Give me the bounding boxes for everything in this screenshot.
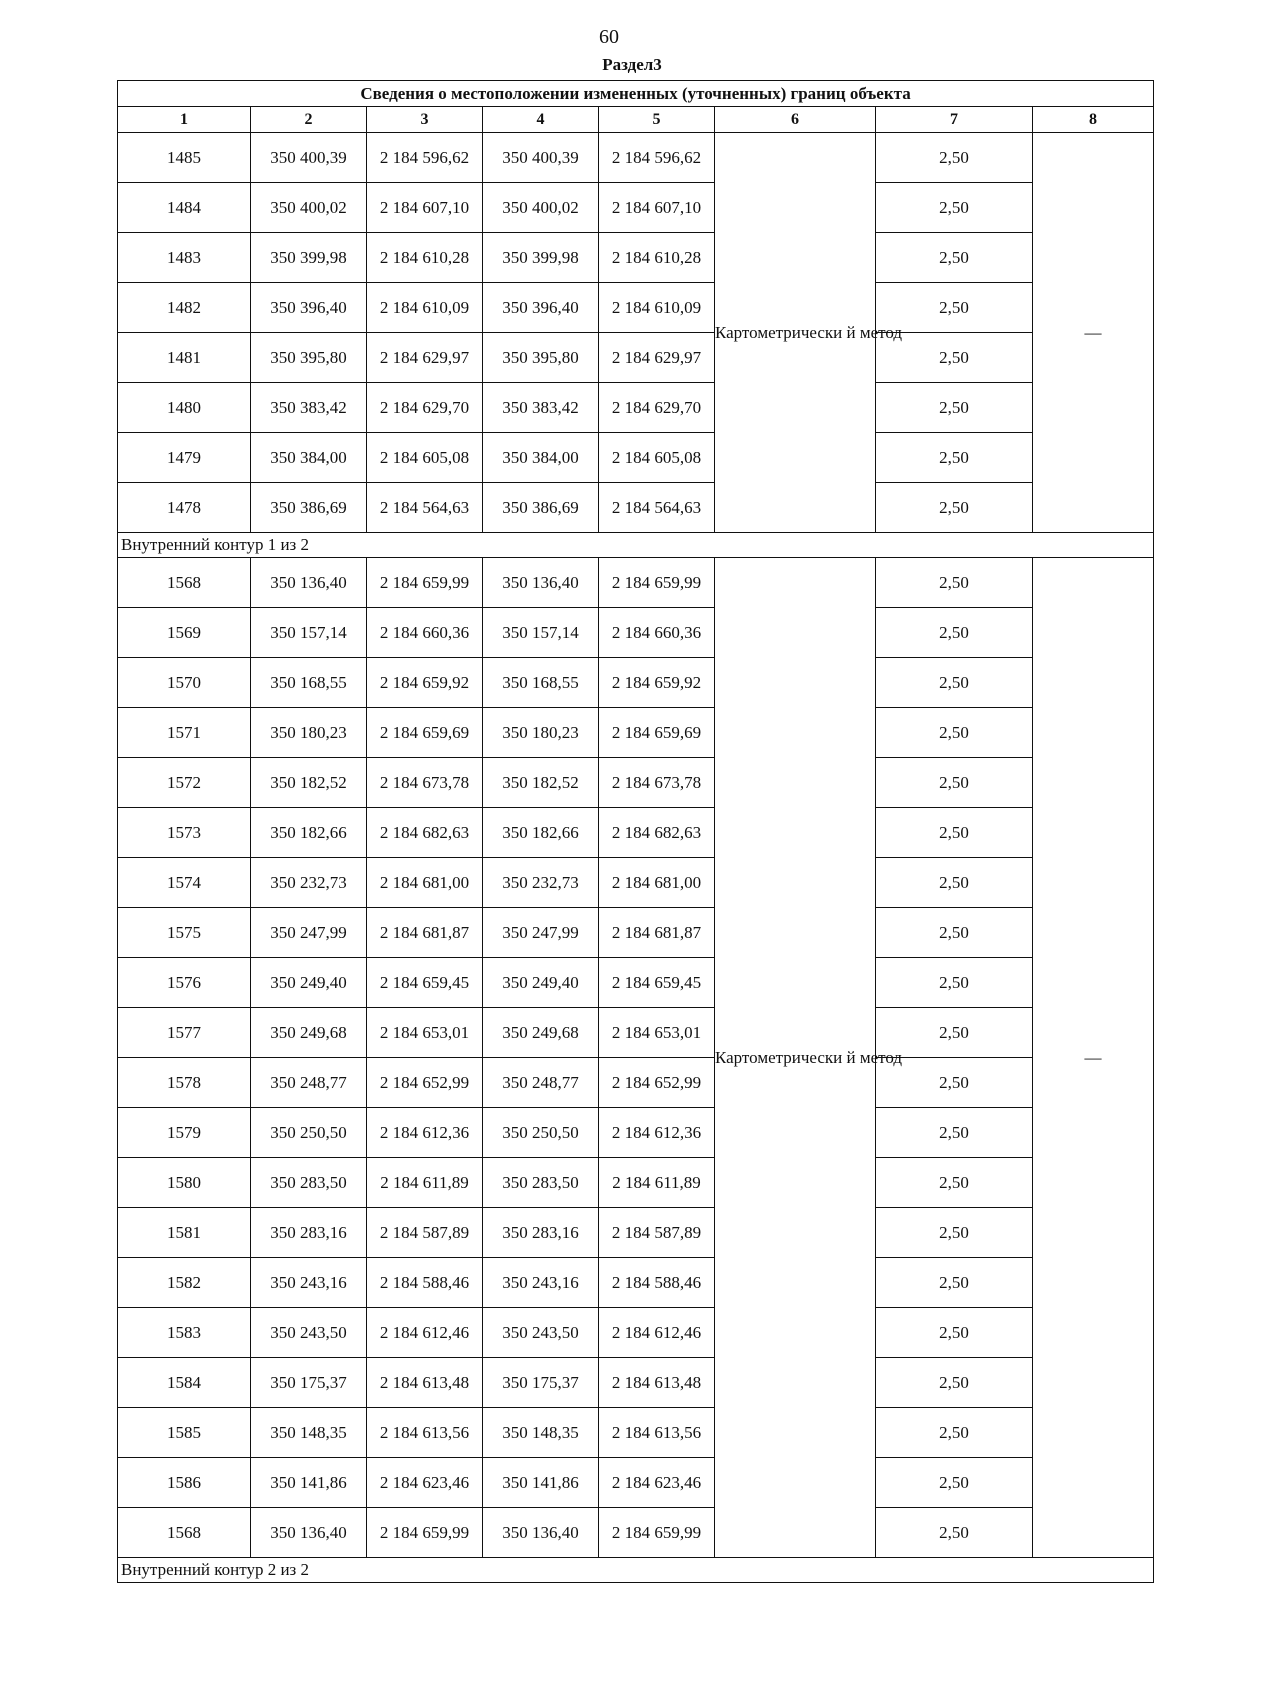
point-number-cell: 1577 [118,1008,251,1058]
column-header: 5 [599,107,715,133]
x-coordinate-cell: 350 399,98 [251,233,367,283]
point-number-cell: 1480 [118,383,251,433]
y-coordinate-new-cell: 2 184 682,63 [599,808,715,858]
x-coordinate-cell: 350 283,16 [251,1208,367,1258]
y-coordinate-cell: 2 184 682,63 [367,808,483,858]
accuracy-cell: 2,50 [876,1258,1033,1308]
accuracy-cell: 2,50 [876,1408,1033,1458]
table-row [118,1058,1154,1108]
x-coordinate-cell: 350 182,52 [251,758,367,808]
y-coordinate-cell: 2 184 659,69 [367,708,483,758]
x-coordinate-new-cell: 350 136,40 [483,1508,599,1558]
y-coordinate-cell: 2 184 613,48 [367,1358,483,1408]
x-coordinate-cell: 350 395,80 [251,333,367,383]
table-row [118,183,1154,233]
column-header: 8 [1033,107,1154,133]
x-coordinate-cell: 350 232,73 [251,858,367,908]
point-number-cell: 1579 [118,1108,251,1158]
x-coordinate-new-cell: 350 243,50 [483,1308,599,1358]
x-coordinate-new-cell: 350 182,52 [483,758,599,808]
x-coordinate-cell: 350 243,16 [251,1258,367,1308]
point-number-cell: 1578 [118,1058,251,1108]
table-row [118,1458,1154,1508]
accuracy-cell: 2,50 [876,758,1033,808]
y-coordinate-cell: 2 184 659,45 [367,958,483,1008]
y-coordinate-new-cell: 2 184 612,36 [599,1108,715,1158]
table-row [118,1008,1154,1058]
y-coordinate-cell: 2 184 623,46 [367,1458,483,1508]
point-number-cell: 1586 [118,1458,251,1508]
column-header: 7 [876,107,1033,133]
point-number-cell: 1584 [118,1358,251,1408]
y-coordinate-new-cell: 2 184 610,09 [599,283,715,333]
x-coordinate-cell: 350 249,68 [251,1008,367,1058]
accuracy-cell: 2,50 [876,1008,1033,1058]
x-coordinate-cell: 350 249,40 [251,958,367,1008]
table-row [118,133,1154,183]
table-row [118,708,1154,758]
x-coordinate-cell: 350 157,14 [251,608,367,658]
y-coordinate-cell: 2 184 673,78 [367,758,483,808]
table-row [118,1108,1154,1158]
x-coordinate-new-cell: 350 384,00 [483,433,599,483]
y-coordinate-cell: 2 184 612,46 [367,1308,483,1358]
accuracy-cell: 2,50 [876,283,1033,333]
x-coordinate-new-cell: 350 283,16 [483,1208,599,1258]
y-coordinate-cell: 2 184 613,56 [367,1408,483,1458]
point-number-cell: 1585 [118,1408,251,1458]
accuracy-cell: 2,50 [876,1458,1033,1508]
x-coordinate-cell: 350 386,69 [251,483,367,533]
y-coordinate-cell: 2 184 652,99 [367,1058,483,1108]
y-coordinate-new-cell: 2 184 564,63 [599,483,715,533]
x-coordinate-new-cell: 350 383,42 [483,383,599,433]
y-coordinate-new-cell: 2 184 653,01 [599,1008,715,1058]
y-coordinate-new-cell: 2 184 623,46 [599,1458,715,1508]
point-number-cell: 1478 [118,483,251,533]
x-coordinate-new-cell: 350 400,39 [483,133,599,183]
point-number-cell: 1484 [118,183,251,233]
y-coordinate-new-cell: 2 184 629,97 [599,333,715,383]
table-row [118,233,1154,283]
table-row [118,483,1154,533]
table-row [118,758,1154,808]
table-row [118,1208,1154,1258]
y-coordinate-new-cell: 2 184 607,10 [599,183,715,233]
section-title: Раздел3 [602,55,662,74]
x-coordinate-cell: 350 400,02 [251,183,367,233]
y-coordinate-cell: 2 184 612,36 [367,1108,483,1158]
y-coordinate-cell: 2 184 681,87 [367,908,483,958]
x-coordinate-new-cell: 350 148,35 [483,1408,599,1458]
x-coordinate-cell: 350 180,23 [251,708,367,758]
x-coordinate-cell: 350 396,40 [251,283,367,333]
x-coordinate-cell: 350 248,77 [251,1058,367,1108]
x-coordinate-cell: 350 283,50 [251,1158,367,1208]
y-coordinate-cell: 2 184 660,36 [367,608,483,658]
table-row [118,958,1154,1008]
point-number-cell: 1479 [118,433,251,483]
table-row [118,908,1154,958]
y-coordinate-cell: 2 184 681,00 [367,858,483,908]
accuracy-cell: 2,50 [876,1108,1033,1158]
x-coordinate-cell: 350 250,50 [251,1108,367,1158]
x-coordinate-new-cell: 350 243,16 [483,1258,599,1308]
y-coordinate-new-cell: 2 184 673,78 [599,758,715,808]
x-coordinate-new-cell: 350 399,98 [483,233,599,283]
x-coordinate-cell: 350 148,35 [251,1408,367,1458]
x-coordinate-new-cell: 350 249,68 [483,1008,599,1058]
table-row [118,558,1154,608]
y-coordinate-new-cell: 2 184 659,69 [599,708,715,758]
accuracy-cell: 2,50 [876,333,1033,383]
x-coordinate-new-cell: 350 182,66 [483,808,599,858]
x-coordinate-new-cell: 350 396,40 [483,283,599,333]
accuracy-cell: 2,50 [876,483,1033,533]
x-coordinate-new-cell: 350 250,50 [483,1108,599,1158]
table-row [118,1308,1154,1358]
column-header: 4 [483,107,599,133]
accuracy-cell: 2,50 [876,808,1033,858]
accuracy-cell: 2,50 [876,1208,1033,1258]
point-number-cell: 1583 [118,1308,251,1358]
remark-cell: — [1033,558,1154,1558]
accuracy-cell: 2,50 [876,1508,1033,1558]
table-row [118,433,1154,483]
y-coordinate-cell: 2 184 653,01 [367,1008,483,1058]
x-coordinate-new-cell: 350 248,77 [483,1058,599,1108]
accuracy-cell: 2,50 [876,908,1033,958]
column-header: 6 [715,107,876,133]
x-coordinate-cell: 350 136,40 [251,558,367,608]
y-coordinate-cell: 2 184 629,70 [367,383,483,433]
point-number-cell: 1569 [118,608,251,658]
y-coordinate-cell: 2 184 607,10 [367,183,483,233]
point-number-cell: 1575 [118,908,251,958]
table-row [118,1158,1154,1208]
accuracy-cell: 2,50 [876,958,1033,1008]
accuracy-cell: 2,50 [876,1358,1033,1408]
y-coordinate-cell: 2 184 610,28 [367,233,483,283]
y-coordinate-new-cell: 2 184 681,00 [599,858,715,908]
y-coordinate-cell: 2 184 610,09 [367,283,483,333]
x-coordinate-cell: 350 168,55 [251,658,367,708]
table-row [118,808,1154,858]
y-coordinate-new-cell: 2 184 659,45 [599,958,715,1008]
y-coordinate-new-cell: 2 184 612,46 [599,1308,715,1358]
y-coordinate-new-cell: 2 184 610,28 [599,233,715,283]
table-row [118,1358,1154,1408]
y-coordinate-new-cell: 2 184 605,08 [599,433,715,483]
x-coordinate-new-cell: 350 180,23 [483,708,599,758]
y-coordinate-cell: 2 184 659,99 [367,558,483,608]
table-row [118,333,1154,383]
y-coordinate-cell: 2 184 659,99 [367,1508,483,1558]
accuracy-cell: 2,50 [876,233,1033,283]
x-coordinate-cell: 350 383,42 [251,383,367,433]
x-coordinate-new-cell: 350 400,02 [483,183,599,233]
point-number-cell: 1581 [118,1208,251,1258]
accuracy-cell: 2,50 [876,558,1033,608]
accuracy-cell: 2,50 [876,858,1033,908]
x-coordinate-cell: 350 136,40 [251,1508,367,1558]
accuracy-cell: 2,50 [876,1158,1033,1208]
x-coordinate-new-cell: 350 141,86 [483,1458,599,1508]
table-row [118,1258,1154,1308]
column-header: 2 [251,107,367,133]
point-number-cell: 1582 [118,1258,251,1308]
column-header-row [118,107,1154,133]
point-number-cell: 1483 [118,233,251,283]
y-coordinate-new-cell: 2 184 659,92 [599,658,715,708]
point-number-cell: 1576 [118,958,251,1008]
table-row [118,658,1154,708]
y-coordinate-new-cell: 2 184 588,46 [599,1258,715,1308]
accuracy-cell: 2,50 [876,383,1033,433]
accuracy-cell: 2,50 [876,133,1033,183]
table-row [118,383,1154,433]
y-coordinate-new-cell: 2 184 613,48 [599,1358,715,1408]
x-coordinate-cell: 350 247,99 [251,908,367,958]
point-number-cell: 1580 [118,1158,251,1208]
point-number-cell: 1482 [118,283,251,333]
table-row [118,1408,1154,1458]
coordinates-table [117,80,1154,1583]
method-cell: Картометрически й метод [715,133,876,533]
y-coordinate-new-cell: 2 184 660,36 [599,608,715,658]
column-header: 1 [118,107,251,133]
x-coordinate-new-cell: 350 232,73 [483,858,599,908]
y-coordinate-cell: 2 184 629,97 [367,333,483,383]
x-coordinate-new-cell: 350 386,69 [483,483,599,533]
accuracy-cell: 2,50 [876,1058,1033,1108]
accuracy-cell: 2,50 [876,658,1033,708]
x-coordinate-cell: 350 141,86 [251,1458,367,1508]
y-coordinate-new-cell: 2 184 681,87 [599,908,715,958]
column-header: 3 [367,107,483,133]
y-coordinate-new-cell: 2 184 596,62 [599,133,715,183]
y-coordinate-new-cell: 2 184 659,99 [599,1508,715,1558]
point-number-cell: 1568 [118,1508,251,1558]
y-coordinate-new-cell: 2 184 659,99 [599,558,715,608]
x-coordinate-new-cell: 350 283,50 [483,1158,599,1208]
page-number: 60 [599,26,619,48]
x-coordinate-new-cell: 350 136,40 [483,558,599,608]
y-coordinate-cell: 2 184 588,46 [367,1258,483,1308]
y-coordinate-cell: 2 184 564,63 [367,483,483,533]
point-number-cell: 1571 [118,708,251,758]
y-coordinate-new-cell: 2 184 587,89 [599,1208,715,1258]
method-cell: Картометрически й метод [715,558,876,1558]
point-number-cell: 1568 [118,558,251,608]
x-coordinate-new-cell: 350 249,40 [483,958,599,1008]
x-coordinate-new-cell: 350 175,37 [483,1358,599,1408]
x-coordinate-cell: 350 175,37 [251,1358,367,1408]
point-number-cell: 1573 [118,808,251,858]
table-row [118,608,1154,658]
contour-label: Внутренний контур 1 из 2 [118,533,1154,558]
point-number-cell: 1572 [118,758,251,808]
x-coordinate-cell: 350 400,39 [251,133,367,183]
y-coordinate-new-cell: 2 184 611,89 [599,1158,715,1208]
point-number-cell: 1574 [118,858,251,908]
point-number-cell: 1485 [118,133,251,183]
contour-label: Внутренний контур 2 из 2 [118,1558,1154,1583]
point-number-cell: 1481 [118,333,251,383]
x-coordinate-cell: 350 384,00 [251,433,367,483]
y-coordinate-new-cell: 2 184 652,99 [599,1058,715,1108]
point-number-cell: 1570 [118,658,251,708]
x-coordinate-new-cell: 350 247,99 [483,908,599,958]
y-coordinate-cell: 2 184 596,62 [367,133,483,183]
accuracy-cell: 2,50 [876,183,1033,233]
x-coordinate-new-cell: 350 168,55 [483,658,599,708]
x-coordinate-cell: 350 243,50 [251,1308,367,1358]
table-row [118,858,1154,908]
y-coordinate-cell: 2 184 611,89 [367,1158,483,1208]
y-coordinate-new-cell: 2 184 629,70 [599,383,715,433]
y-coordinate-cell: 2 184 587,89 [367,1208,483,1258]
x-coordinate-new-cell: 350 157,14 [483,608,599,658]
x-coordinate-cell: 350 182,66 [251,808,367,858]
y-coordinate-cell: 2 184 659,92 [367,658,483,708]
x-coordinate-new-cell: 350 395,80 [483,333,599,383]
table-caption: Сведения о местоположении измененных (уточненных) границ объекта [118,81,1154,107]
accuracy-cell: 2,50 [876,433,1033,483]
accuracy-cell: 2,50 [876,608,1033,658]
y-coordinate-new-cell: 2 184 613,56 [599,1408,715,1458]
remark-cell: — [1033,133,1154,533]
accuracy-cell: 2,50 [876,708,1033,758]
table-row [118,283,1154,333]
table-row [118,1508,1154,1558]
accuracy-cell: 2,50 [876,1308,1033,1358]
y-coordinate-cell: 2 184 605,08 [367,433,483,483]
